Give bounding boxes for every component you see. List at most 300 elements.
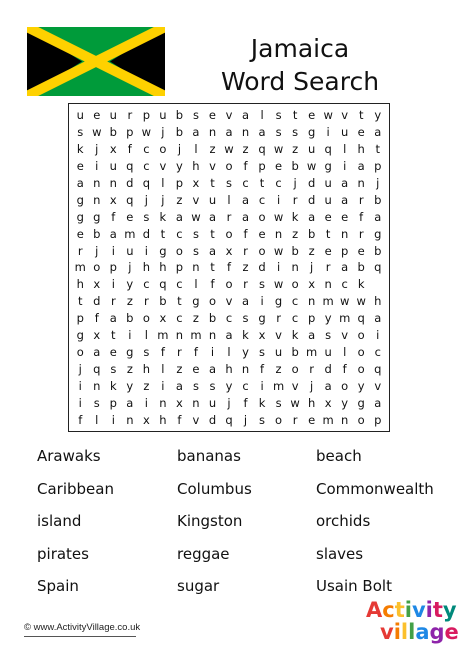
grid-cell: j bbox=[144, 192, 148, 207]
grid-cell: a bbox=[374, 311, 382, 326]
word-list-item: beach bbox=[316, 447, 362, 465]
grid-cell: o bbox=[225, 277, 233, 292]
grid-cell: t bbox=[111, 328, 116, 343]
grid-cell: i bbox=[343, 159, 347, 174]
grid-cell: h bbox=[159, 412, 167, 427]
grid-cell: t bbox=[210, 260, 215, 275]
grid-cell: h bbox=[374, 294, 382, 309]
grid-cell: v bbox=[341, 108, 349, 123]
word-list-item: Caribbean bbox=[37, 479, 114, 498]
grid-cell: w bbox=[273, 142, 284, 157]
logo-letter: i bbox=[425, 598, 433, 622]
grid-cell: l bbox=[161, 176, 165, 191]
logo-letter: l bbox=[408, 620, 416, 644]
grid-cell: n bbox=[109, 176, 117, 191]
grid-cell: r bbox=[110, 294, 116, 309]
grid-cell: o bbox=[258, 209, 266, 224]
grid-cell: b bbox=[374, 243, 382, 258]
grid-cell: c bbox=[242, 176, 249, 191]
logo-letter: l bbox=[400, 620, 409, 644]
grid-cell: h bbox=[192, 159, 200, 174]
grid-cell: s bbox=[192, 243, 199, 258]
grid-cell: x bbox=[308, 277, 316, 292]
grid-cell: b bbox=[109, 125, 117, 140]
grid-cell: o bbox=[208, 294, 216, 309]
grid-cell: s bbox=[275, 108, 282, 123]
grid-cell: f bbox=[243, 159, 248, 174]
grid-cell: k bbox=[109, 378, 117, 393]
grid-cell: a bbox=[357, 159, 365, 174]
grid-cell: g bbox=[93, 209, 101, 224]
grid-cell: m bbox=[322, 294, 334, 309]
grid-cell: m bbox=[74, 260, 86, 275]
grid-cell: l bbox=[227, 192, 231, 207]
grid-cell: t bbox=[78, 294, 83, 309]
grid-cell: w bbox=[92, 125, 102, 140]
grid-cell: x bbox=[225, 243, 233, 258]
grid-cell: z bbox=[292, 226, 299, 241]
grid-cell: y bbox=[374, 108, 382, 123]
grid-cell: t bbox=[375, 142, 380, 157]
grid-cell: q bbox=[374, 260, 382, 275]
grid-cell: f bbox=[226, 260, 232, 275]
grid-cell: l bbox=[95, 412, 99, 427]
grid-cell: p bbox=[307, 311, 316, 326]
grid-cell: c bbox=[143, 277, 150, 292]
activity-village-logo bbox=[360, 598, 459, 648]
grid-cell: s bbox=[93, 395, 100, 410]
grid-cell: i bbox=[326, 125, 330, 140]
grid-cell: l bbox=[144, 328, 148, 343]
grid-cell: f bbox=[359, 209, 364, 224]
word-list-item: Commonwealth bbox=[316, 479, 434, 498]
grid-cell: f bbox=[243, 226, 248, 241]
grid-cell: u bbox=[274, 344, 283, 359]
grid-cell: l bbox=[343, 344, 347, 359]
grid-cell: m bbox=[339, 311, 351, 326]
grid-cell: q bbox=[142, 176, 151, 191]
word-list-item: Spain bbox=[37, 577, 79, 595]
grid-cell: s bbox=[292, 125, 299, 140]
grid-cell: z bbox=[126, 294, 133, 309]
word-list-item: Arawaks bbox=[37, 447, 101, 465]
grid-cell: x bbox=[109, 192, 117, 207]
grid-cell: f bbox=[160, 344, 165, 359]
grid-cell: s bbox=[209, 378, 216, 393]
grid-cell: s bbox=[110, 361, 117, 376]
grid-cell: a bbox=[109, 226, 117, 241]
grid-cell: t bbox=[210, 226, 215, 241]
grid-cell: y bbox=[225, 378, 233, 393]
grid-cell: e bbox=[308, 412, 316, 427]
grid-cell: s bbox=[259, 277, 266, 292]
grid-cell: d bbox=[307, 192, 316, 207]
grid-cell: p bbox=[374, 412, 382, 427]
grid-cell: u bbox=[109, 108, 117, 123]
grid-cell: p bbox=[142, 108, 151, 123]
grid-cell: p bbox=[109, 260, 117, 275]
title-line-2: Word Search bbox=[220, 67, 380, 96]
grid-cell: m bbox=[322, 412, 334, 427]
grid-cell: y bbox=[126, 378, 134, 393]
grid-cell: a bbox=[208, 361, 216, 376]
grid-cell: u bbox=[324, 192, 332, 207]
grid-cell: y bbox=[324, 311, 332, 326]
grid-cell: w bbox=[141, 125, 152, 140]
grid-cell: a bbox=[208, 209, 216, 224]
grid-cell: j bbox=[243, 412, 248, 427]
grid-cell: k bbox=[76, 142, 84, 157]
grid-cell: i bbox=[276, 192, 281, 207]
grid-cell: n bbox=[341, 226, 349, 241]
grid-cell: w bbox=[224, 142, 234, 157]
grid-cell: i bbox=[276, 260, 281, 275]
grid-cell: r bbox=[358, 226, 364, 241]
grid-cell: j bbox=[128, 260, 132, 275]
grid-cell: q bbox=[126, 159, 134, 174]
grid-cell: a bbox=[192, 125, 200, 140]
word-list-item: island bbox=[37, 512, 82, 530]
grid-cell: k bbox=[258, 395, 266, 410]
grid-cell: g bbox=[159, 243, 167, 258]
grid-cell: w bbox=[191, 209, 201, 224]
grid-cell: u bbox=[159, 108, 167, 123]
grid-cell: k bbox=[291, 209, 299, 224]
grid-cell: u bbox=[76, 108, 84, 123]
grid-cell: h bbox=[307, 395, 316, 410]
grid-cell: g bbox=[357, 395, 365, 410]
grid-cell: c bbox=[374, 344, 381, 359]
grid-cell: z bbox=[242, 142, 249, 157]
word-list bbox=[37, 440, 437, 603]
grid-cell: q bbox=[357, 311, 365, 326]
grid-cell: a bbox=[93, 344, 101, 359]
grid-cell: i bbox=[161, 378, 165, 393]
grid-cell: n bbox=[93, 176, 101, 191]
grid-cell: q bbox=[159, 277, 167, 292]
grid-cell: s bbox=[275, 125, 282, 140]
grid-cell: x bbox=[176, 395, 183, 410]
grid-cell: u bbox=[324, 344, 332, 359]
grid-cell: x bbox=[109, 142, 117, 157]
grid-cell: b bbox=[307, 226, 316, 241]
word-search-grid bbox=[68, 103, 390, 432]
grid-cell bbox=[369, 276, 386, 293]
grid-cell: n bbox=[126, 412, 134, 427]
grid-cell: i bbox=[128, 328, 132, 343]
grid-cell: d bbox=[324, 361, 332, 376]
grid-letters bbox=[72, 107, 386, 428]
grid-cell: e bbox=[93, 108, 101, 123]
grid-cell: n bbox=[175, 328, 184, 343]
grid-cell: f bbox=[127, 142, 132, 157]
grid-cell: u bbox=[307, 142, 316, 157]
grid-cell: r bbox=[243, 277, 248, 292]
grid-cell: e bbox=[324, 243, 332, 258]
grid-cell: b bbox=[291, 159, 299, 174]
grid-cell: i bbox=[210, 344, 215, 359]
logo-letter: y bbox=[442, 598, 457, 622]
grid-cell: y bbox=[341, 395, 349, 410]
title-line-1: Jamaica bbox=[250, 34, 350, 63]
grid-cell: u bbox=[208, 192, 217, 207]
grid-cell: e bbox=[258, 226, 266, 241]
grid-cell: t bbox=[292, 108, 298, 123]
grid-cell: n bbox=[241, 125, 250, 140]
word-list-item: Kingston bbox=[177, 512, 243, 530]
grid-cell: t bbox=[358, 108, 364, 123]
grid-cell: v bbox=[209, 159, 216, 174]
grid-cell: m bbox=[272, 378, 285, 393]
grid-cell: w bbox=[323, 108, 333, 123]
word-list-item: reggae bbox=[177, 544, 230, 563]
grid-cell: a bbox=[241, 294, 250, 309]
grid-cell: y bbox=[126, 277, 134, 292]
word-list-item: Usain Bolt bbox=[316, 577, 392, 595]
grid-cell: f bbox=[177, 412, 182, 427]
grid-cell: a bbox=[208, 243, 216, 258]
grid-cell: w bbox=[273, 243, 284, 258]
grid-cell: o bbox=[76, 344, 84, 359]
grid-cell: o bbox=[142, 311, 150, 326]
grid-cell: b bbox=[291, 344, 299, 359]
grid-cell: a bbox=[324, 378, 332, 393]
grid-cell: z bbox=[126, 361, 133, 376]
grid-cell: e bbox=[192, 361, 200, 376]
grid-cell: o bbox=[275, 412, 283, 427]
grid-cell: x bbox=[93, 328, 101, 343]
grid-cell: s bbox=[325, 328, 332, 343]
grid-cell: y bbox=[357, 378, 365, 393]
grid-cell: o bbox=[291, 277, 299, 292]
grid-cell: a bbox=[241, 209, 250, 224]
grid-cell: e bbox=[76, 226, 84, 241]
grid-cell: v bbox=[291, 378, 299, 393]
grid-cell: c bbox=[341, 277, 348, 292]
logo-letter: g bbox=[429, 620, 445, 644]
grid-cell: j bbox=[95, 243, 99, 258]
grid-cell: c bbox=[258, 192, 266, 207]
grid-cell: e bbox=[357, 125, 365, 140]
grid-cell: v bbox=[159, 159, 167, 174]
grid-cell: z bbox=[176, 192, 183, 207]
grid-cell: a bbox=[258, 125, 266, 140]
grid-cell: v bbox=[192, 412, 200, 427]
jamaica-flag bbox=[27, 27, 165, 96]
grid-cell: r bbox=[292, 412, 298, 427]
grid-cell: d bbox=[208, 412, 217, 427]
grid-cell: t bbox=[160, 226, 166, 241]
word-list-item: pirates bbox=[37, 544, 89, 563]
grid-cell: w bbox=[273, 277, 284, 292]
grid-cell: i bbox=[78, 395, 82, 410]
grid-cell: z bbox=[176, 361, 183, 376]
grid-cell: g bbox=[324, 159, 332, 174]
grid-cell: o bbox=[357, 328, 365, 343]
grid-cell: b bbox=[357, 260, 365, 275]
grid-cell: b bbox=[159, 294, 167, 309]
grid-cell: e bbox=[109, 344, 117, 359]
grid-cell: i bbox=[144, 395, 148, 410]
grid-cell: m bbox=[306, 344, 318, 359]
grid-cell: r bbox=[325, 260, 331, 275]
grid-cell: p bbox=[258, 159, 266, 174]
grid-cell: m bbox=[124, 226, 136, 241]
grid-cell: d bbox=[142, 226, 151, 241]
grid-cell: h bbox=[225, 361, 233, 376]
logo-letter: t bbox=[432, 598, 443, 622]
grid-cell: a bbox=[241, 108, 250, 123]
grid-cell: x bbox=[192, 176, 200, 191]
grid-cell: n bbox=[324, 277, 332, 292]
grid-cell: z bbox=[242, 260, 249, 275]
grid-cell: j bbox=[78, 361, 82, 376]
grid-cell: n bbox=[241, 361, 250, 376]
grid-cell: y bbox=[176, 159, 183, 174]
grid-cell: o bbox=[291, 361, 299, 376]
grid-cell: s bbox=[192, 108, 199, 123]
grid-cell: l bbox=[260, 108, 264, 123]
grid-cell: a bbox=[341, 176, 349, 191]
grid-cell: c bbox=[242, 378, 249, 393]
grid-cell: n bbox=[159, 395, 167, 410]
word-list-item: orchids bbox=[316, 512, 371, 530]
grid-cell: j bbox=[95, 142, 99, 157]
grid-cell: n bbox=[93, 378, 101, 393]
grid-cell: u bbox=[208, 395, 217, 410]
grid-cell: f bbox=[111, 209, 116, 224]
logo-letter: v bbox=[380, 620, 394, 644]
grid-cell: a bbox=[341, 192, 349, 207]
grid-cell: r bbox=[177, 344, 182, 359]
grid-cell: a bbox=[241, 192, 250, 207]
grid-cell: l bbox=[227, 344, 231, 359]
grid-cell: n bbox=[357, 176, 365, 191]
grid-cell: w bbox=[273, 209, 284, 224]
grid-cell: a bbox=[341, 260, 349, 275]
grid-cell: o bbox=[175, 243, 183, 258]
grid-cell: c bbox=[176, 277, 183, 292]
grid-cell: f bbox=[243, 395, 248, 410]
grid-cell: i bbox=[95, 159, 99, 174]
grid-cell: g bbox=[76, 328, 84, 343]
word-list-item: bananas bbox=[177, 447, 241, 465]
grid-cell: g bbox=[374, 226, 382, 241]
grid-cell: x bbox=[324, 395, 332, 410]
grid-cell: v bbox=[275, 328, 282, 343]
grid-cell: t bbox=[177, 294, 182, 309]
grid-cell: z bbox=[292, 142, 299, 157]
grid-cell: r bbox=[276, 311, 281, 326]
grid-cell: c bbox=[176, 311, 183, 326]
grid-cell: w bbox=[306, 159, 317, 174]
grid-cell: e bbox=[341, 209, 349, 224]
grid-cell: k bbox=[291, 328, 299, 343]
grid-cell: o bbox=[357, 361, 365, 376]
grid-cell: r bbox=[243, 243, 248, 258]
grid-cell: c bbox=[143, 142, 150, 157]
grid-cell: f bbox=[260, 361, 265, 376]
grid-cell: p bbox=[76, 311, 84, 326]
grid-cell: j bbox=[227, 395, 231, 410]
grid-cell: x bbox=[142, 412, 150, 427]
grid-cell: i bbox=[376, 328, 380, 343]
grid-cell: s bbox=[143, 209, 150, 224]
grid-cell: q bbox=[93, 361, 101, 376]
grid-cell: z bbox=[143, 378, 150, 393]
logo-letter: i bbox=[393, 620, 401, 644]
grid-cell: n bbox=[291, 260, 299, 275]
grid-cell: c bbox=[275, 176, 282, 191]
grid-cell: c bbox=[225, 311, 233, 326]
grid-cell: j bbox=[161, 192, 165, 207]
grid-cell: s bbox=[242, 311, 249, 326]
grid-cell: o bbox=[93, 260, 101, 275]
grid-cell: v bbox=[192, 192, 200, 207]
grid-cell: a bbox=[109, 311, 117, 326]
grid-cell: h bbox=[76, 277, 84, 292]
grid-cell: b bbox=[291, 243, 299, 258]
page-title bbox=[190, 32, 410, 98]
grid-cell: p bbox=[175, 176, 184, 191]
grid-cell: s bbox=[259, 344, 266, 359]
grid-cell: h bbox=[159, 260, 167, 275]
logo-letter: A bbox=[366, 598, 383, 622]
grid-cell: o bbox=[225, 226, 233, 241]
grid-cell: v bbox=[374, 378, 382, 393]
grid-cell: q bbox=[258, 142, 266, 157]
grid-cell: j bbox=[310, 260, 314, 275]
grid-cell: p bbox=[126, 125, 134, 140]
grid-cell: o bbox=[225, 159, 233, 174]
logo-line-2 bbox=[380, 622, 459, 643]
grid-cell: i bbox=[144, 243, 148, 258]
grid-cell: r bbox=[226, 209, 232, 224]
grid-cell: e bbox=[357, 243, 365, 258]
grid-cell: q bbox=[225, 412, 233, 427]
grid-cell: w bbox=[339, 294, 350, 309]
grid-cell: g bbox=[192, 294, 200, 309]
grid-cell: i bbox=[111, 412, 115, 427]
grid-cell: z bbox=[308, 243, 315, 258]
grid-cell: b bbox=[175, 125, 184, 140]
grid-cell: r bbox=[143, 294, 149, 309]
grid-cell: m bbox=[190, 328, 202, 343]
grid-cell: n bbox=[192, 260, 200, 275]
grid-cell: a bbox=[308, 328, 316, 343]
grid-cell: a bbox=[374, 395, 382, 410]
grid-cell: l bbox=[194, 142, 198, 157]
grid-cell: h bbox=[142, 260, 150, 275]
grid-cell: o bbox=[159, 142, 167, 157]
grid-cell: a bbox=[175, 378, 183, 393]
grid-cell: r bbox=[292, 192, 298, 207]
grid-cell: s bbox=[192, 378, 199, 393]
grid-cell: g bbox=[307, 125, 316, 140]
grid-cell: z bbox=[275, 361, 282, 376]
word-list-item: Columbus bbox=[177, 479, 252, 498]
grid-cell: p bbox=[374, 159, 382, 174]
grid-cell: g bbox=[76, 209, 84, 224]
footer-underline bbox=[24, 636, 136, 637]
grid-cell: m bbox=[157, 328, 169, 343]
grid-cell: s bbox=[225, 176, 232, 191]
grid-cell: k bbox=[357, 277, 365, 292]
logo-letter: c bbox=[382, 598, 395, 622]
grid-cell: s bbox=[143, 344, 150, 359]
grid-cell: j bbox=[177, 142, 182, 157]
grid-cell: n bbox=[307, 294, 316, 309]
